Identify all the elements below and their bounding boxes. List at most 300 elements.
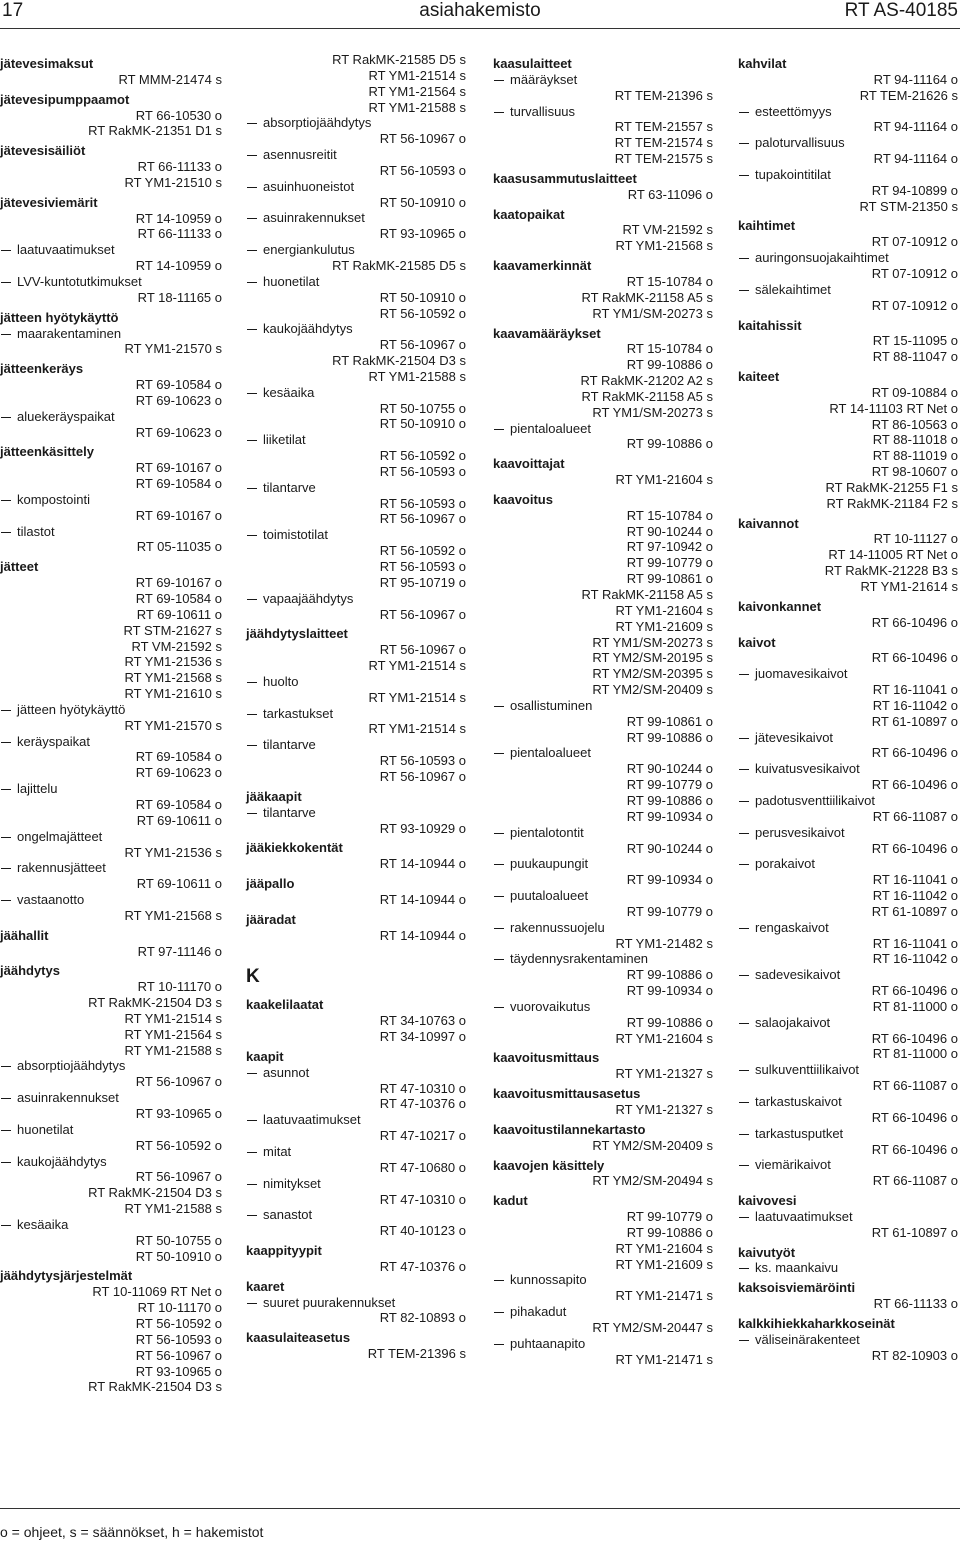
index-subterm: keräyspaikat (0, 734, 222, 750)
index-subterm: absorptiojäähdytys (0, 1058, 222, 1074)
index-reference: RT 56-10593 o (379, 463, 466, 479)
index-reference: RT 66-10496 o (871, 777, 958, 793)
index-subterm: puhtaanapito (493, 1336, 713, 1352)
index-reference: RT MMM-21474 s (118, 71, 222, 87)
index-subterm: asunnot (246, 1065, 466, 1081)
index-reference: RT 88-11018 o (872, 432, 958, 448)
index-reference: RT YM1-21610 s (124, 686, 222, 702)
index-reference: RT 56-10593 o (379, 162, 466, 178)
index-reference: RT TEM-21396 s (367, 1346, 466, 1362)
index-reference: RT 50-10755 o (379, 400, 466, 416)
index-reference: RT 99-10861 o (626, 571, 713, 587)
index-subterm: sanastot (246, 1207, 466, 1223)
index-subterm: väliseinärakenteet (738, 1332, 958, 1348)
index-subterm: sulkuventtiilikaivot (738, 1062, 958, 1078)
index-reference: RT 99-10886 o (626, 1014, 713, 1030)
index-reference: RT 66-10496 o (871, 1109, 958, 1125)
index-reference: RT 56-10967 o (379, 337, 466, 353)
index-reference: RT 94-11164 o (873, 71, 958, 87)
index-reference: RT RakMK-21504 D3 s (332, 353, 466, 369)
index-reference: RT 56-10593 o (379, 495, 466, 511)
index-subterm: tilantarve (246, 737, 466, 753)
index-reference: RT YM1-21570 s (124, 341, 222, 357)
index-term: kaivonkannet (738, 598, 822, 614)
index-reference: RT YM1-21471 s (615, 1351, 713, 1367)
index-reference: RT TEM-21557 s (614, 119, 713, 135)
index-reference: RT 15-10784 o (626, 341, 713, 357)
section-title: asiahakemisto (419, 0, 541, 21)
index-subterm: padotusventtiilikaivot (738, 793, 958, 809)
index-reference: RT YM2/SM-20409 s (592, 1137, 713, 1153)
index-reference: RT 86-10563 o (871, 416, 958, 432)
index-reference: RT YM1-21604 s (615, 1030, 713, 1046)
index-reference: RT RakMK-21158 A5 s (581, 587, 713, 602)
index-subterm: pientaloalueet (493, 421, 713, 437)
index-subterm: kesäaika (246, 385, 466, 401)
index-reference: RT YM1-21568 s (124, 670, 222, 686)
index-reference: RT 61-10897 o (871, 903, 958, 919)
index-reference: RT 66-10496 o (871, 650, 958, 666)
index-term: jätteet (0, 559, 39, 575)
index-reference: RT 50-10910 o (379, 416, 466, 432)
index-subterm: huonetilat (0, 1122, 222, 1138)
index-reference: RT YM1-21327 s (615, 1066, 713, 1082)
index-subterm: rakennusjätteet (0, 860, 222, 876)
index-subterm: perusvesikaivot (738, 825, 958, 841)
index-reference: RT 66-11133 o (873, 1296, 958, 1312)
index-term: jätteenkäsittely (0, 444, 94, 460)
index-term: kaavoitustilannekartasto (493, 1121, 646, 1137)
index-subterm: sadevesikaivot (738, 967, 958, 983)
index-reference: RT 99-10861 o (626, 713, 713, 729)
index-subterm: tarkastusputket (738, 1126, 958, 1142)
index-reference: RT YM1-21536 s (124, 654, 222, 670)
index-reference: RT 69-10623 o (135, 765, 222, 781)
index-term: kaiteet (738, 369, 780, 385)
index-reference: RT 99-10779 o (626, 1209, 713, 1225)
page-header (0, 0, 960, 30)
index-reference: RT 56-10592 o (135, 1137, 222, 1153)
index-reference: RT 94-11164 o (873, 151, 958, 167)
index-subterm: asuinrakennukset (246, 210, 466, 226)
index-reference: RT 93-10965 o (135, 1363, 222, 1379)
index-subterm: kaukojäähdytys (0, 1154, 222, 1170)
index-reference: RT YM1-21482 s (615, 935, 713, 951)
index-column-1 (0, 52, 222, 1395)
index-reference: RT 14-10959 o (135, 258, 222, 274)
index-reference: RT 47-10376 o (379, 1258, 466, 1274)
index-reference: RT YM1-21588 s (368, 99, 466, 115)
index-reference: RT RakMK-21504 D3 s (88, 1379, 222, 1395)
index-reference: RT YM1/SM-20273 s (592, 634, 713, 650)
index-reference: RT 88-11019 o (872, 448, 958, 464)
index-term: jäähdytyslaitteet (246, 626, 348, 642)
index-reference: RT 10-11170 o (137, 979, 222, 995)
index-reference: RT 99-10934 o (626, 872, 713, 888)
index-subterm: osallistuminen (493, 698, 713, 714)
index-reference: RT 93-10965 o (135, 1106, 222, 1121)
index-reference: RT 56-10592 o (379, 448, 466, 464)
index-reference: RT 14-10944 o (379, 856, 466, 872)
page-number: 17 (2, 0, 24, 21)
index-reference: RT YM1-21514 s (124, 1010, 222, 1026)
index-term: kaapit (246, 1048, 284, 1064)
index-subterm: salaojakaivot (738, 1015, 958, 1031)
index-subterm: pientalotontit (493, 825, 713, 841)
index-reference: RT 66-10496 o (871, 983, 958, 999)
index-reference: RT 14-11005 RT Net o (828, 547, 958, 563)
index-reference: RT RakMK-21184 F2 s (826, 495, 958, 511)
index-term: kaitahissit (738, 317, 802, 333)
index-subterm: kaukojäähdytys (246, 321, 466, 337)
index-reference: RT YM1-21514 s (368, 721, 466, 737)
index-term: jätteenkeräys (0, 361, 84, 377)
index-reference: RT 47-10310 o (379, 1080, 466, 1096)
index-reference: RT 56-10593 o (379, 559, 466, 574)
index-reference: RT 94-11164 o (873, 119, 958, 135)
index-subterm: vastaanotto (0, 892, 222, 908)
index-reference: RT 69-10167 o (135, 507, 222, 523)
index-reference: RT YM1-21614 s (860, 579, 958, 594)
index-term: kaivovesi (738, 1193, 797, 1209)
index-term: kaakelilaatat (246, 997, 324, 1013)
index-subterm: rakennussuojelu (493, 920, 713, 936)
index-reference: RT 97-10942 o (626, 539, 713, 555)
index-reference: RT 61-10897 o (871, 1224, 958, 1240)
index-subterm: laatuvaatimukset (0, 242, 222, 258)
index-reference: RT YM1-21609 s (615, 1256, 713, 1272)
index-reference: RT 56-10967 o (379, 131, 466, 147)
index-column-2 (246, 52, 466, 1362)
index-reference: RT 81-11000 o (872, 1046, 958, 1062)
index-reference: RT 07-10912 o (871, 297, 958, 313)
index-reference: RT 16-11042 o (872, 697, 958, 713)
index-reference: RT 09-10884 o (871, 384, 958, 400)
index-subterm: juomavesikaivot (738, 666, 958, 682)
index-subterm: liiketilat (246, 432, 466, 448)
index-reference: RT 50-10755 o (135, 1232, 222, 1248)
index-term: jätevesipumppaamot (0, 91, 130, 107)
index-reference: RT 47-10217 o (379, 1128, 466, 1144)
index-reference: RT 34-10997 o (379, 1029, 466, 1045)
index-term: jäähdytys (0, 963, 60, 979)
index-reference: RT RakMK-21351 D1 s (88, 123, 222, 139)
index-reference: RT 66-10496 o (871, 1030, 958, 1046)
index-term: jääradat (246, 911, 296, 927)
index-reference: RT 56-10592 o (379, 305, 466, 321)
index-reference: RT 99-10934 o (626, 983, 713, 999)
index-reference: RT 14-11103 RT Net o (829, 400, 958, 416)
index-subterm: ongelmajätteet (0, 829, 222, 845)
index-term: kaatopaikat (493, 206, 565, 222)
index-term: kaavoitusmittausasetus (493, 1086, 641, 1102)
index-reference: RT 69-10623 o (135, 424, 222, 440)
index-reference: RT STM-21350 s (859, 198, 958, 214)
index-subterm: auringonsuojakaihtimet (738, 250, 958, 266)
footer-divider (0, 1508, 960, 1509)
index-subterm: nimitykset (246, 1176, 466, 1192)
index-reference: RT 63-11096 o (627, 186, 713, 202)
index-reference: RT 34-10763 o (379, 1013, 466, 1029)
index-subterm: puutaloalueet (493, 888, 713, 904)
index-reference: RT YM1-21609 s (615, 618, 713, 634)
index-subterm: laatuvaatimukset (738, 1209, 958, 1225)
index-reference: RT 66-11133 o (137, 226, 222, 242)
index-term: jätevesiviemärit (0, 194, 98, 210)
index-term: jääpallo (246, 876, 295, 892)
index-reference: RT 69-10167 o (135, 460, 222, 476)
index-reference: RT RakMK-21504 D3 s (88, 995, 222, 1011)
index-reference: RT 14-10959 o (135, 210, 222, 226)
index-reference: RT 99-10886 o (626, 967, 713, 983)
index-reference: RT YM1-21536 s (124, 844, 222, 860)
index-term: jääkaapit (246, 788, 302, 804)
index-reference: RT 90-10244 o (626, 523, 713, 539)
index-reference: RT 66-10496 o (871, 1141, 958, 1157)
index-reference: RT 69-10611 o (136, 876, 222, 892)
index-reference: RT 90-10244 o (626, 840, 713, 856)
index-reference: RT YM1-21510 s (124, 174, 222, 190)
index-column-3 (493, 52, 713, 1368)
index-reference: RT 99-10779 o (626, 777, 713, 793)
index-term: kaavoitusmittaus (493, 1050, 600, 1066)
index-term: kaivutyöt (738, 1244, 796, 1260)
index-reference: RT RakMK-21158 A5 s (581, 289, 713, 305)
index-reference: RT 93-10965 o (379, 226, 466, 242)
index-reference: RT 82-10903 o (871, 1347, 958, 1363)
index-reference: RT 66-10496 o (871, 745, 958, 761)
index-reference: RT RakMK-21202 A2 s (580, 373, 713, 389)
index-reference: RT 56-10593 o (379, 753, 466, 769)
index-term: kaasulaiteasetus (246, 1330, 351, 1346)
index-reference: RT 66-10496 o (871, 840, 958, 856)
index-reference: RT 98-10607 o (871, 464, 958, 480)
index-term: kadut (493, 1193, 528, 1209)
header-divider (0, 28, 960, 29)
index-subterm: rengaskaivot (738, 920, 958, 936)
index-subterm: täydennysrakentaminen (493, 951, 713, 967)
index-subterm: pihakadut (493, 1304, 713, 1320)
index-reference: RT 69-10167 o (135, 575, 222, 591)
index-term: kaavoittajat (493, 456, 565, 472)
index-subterm: kunnossapito (493, 1272, 713, 1288)
index-subterm: tilastot (0, 524, 222, 540)
index-term: kaasusammutuslaitteet (493, 170, 637, 186)
index-subterm: asuinrakennukset (0, 1090, 222, 1106)
index-reference: RT YM1-21564 s (368, 83, 466, 99)
index-reference: RT YM2/SM-20195 s (592, 650, 713, 666)
index-subterm: viemärikaivot (738, 1157, 958, 1173)
index-term: jätevesisäiliöt (0, 143, 86, 159)
index-reference: RT 56-10592 o (135, 1315, 222, 1331)
index-reference: RT 66-11087 o (872, 808, 958, 824)
index-reference: RT 56-10967 o (135, 1347, 222, 1363)
index-reference: RT 07-10912 o (871, 234, 958, 250)
index-subterm: kuivatusvesikaivot (738, 761, 958, 777)
index-reference: RT 88-11047 o (872, 349, 958, 365)
index-reference: RT YM1-21568 s (615, 238, 713, 254)
index-subterm: esteettömyys (738, 104, 958, 120)
index-subterm: mitat (246, 1144, 466, 1160)
index-term: kalkkihiekkaharkkoseinät (738, 1315, 895, 1331)
index-reference: RT 94-10899 o (871, 182, 958, 198)
index-reference: RT YM1-21514 s (368, 658, 466, 674)
index-subterm: maarakentaminen (0, 326, 222, 342)
index-reference: RT 40-10123 o (379, 1223, 466, 1239)
index-reference: RT 69-10584 o (135, 591, 222, 606)
index-subterm: jätteen hyötykäyttö (0, 702, 222, 718)
index-term: kaaret (246, 1278, 285, 1294)
index-reference: RT 66-10530 o (135, 107, 222, 123)
index-subterm: huonetilat (246, 274, 466, 290)
index-reference: RT 81-11000 o (872, 998, 958, 1014)
index-reference: RT 66-11087 o (872, 1078, 958, 1094)
index-reference: RT 69-10623 o (135, 392, 222, 408)
index-reference: RT 56-10593 o (135, 1331, 222, 1347)
index-reference: RT 69-10584 o (135, 377, 222, 393)
index-reference: RT YM1-21588 s (368, 368, 466, 384)
index-reference: RT 99-10886 o (626, 436, 713, 452)
index-reference: RT 16-11041 o (872, 682, 958, 698)
index-subterm: sälekaihtimet (738, 282, 958, 298)
index-reference: RT RakMK-21585 D5 s (332, 257, 466, 273)
index-reference: RT 93-10929 o (379, 820, 466, 836)
index-term: kaappityypit (246, 1243, 322, 1259)
index-reference: RT 14-10944 o (379, 927, 466, 943)
index-term: kaksoisviemäröinti (738, 1280, 856, 1296)
index-subterm: tarkastuskaivot (738, 1094, 958, 1110)
index-term: kaavamerkinnät (493, 258, 592, 274)
index-reference: RT YM1-21568 s (124, 907, 222, 923)
index-term: kahvilat (738, 56, 787, 71)
index-subterm: asennusreitit (246, 147, 466, 163)
index-reference: RT 10-11127 o (873, 531, 958, 547)
index-reference: RT TEM-21574 s (614, 135, 713, 151)
index-subterm: aluekeräyspaikat (0, 409, 222, 425)
index-reference: RT YM1/SM-20273 s (592, 404, 713, 420)
index-reference: RT YM1-21588 s (124, 1201, 222, 1217)
index-reference: RT 15-10784 o (626, 507, 713, 523)
index-subterm: paloturvallisuus (738, 135, 958, 151)
index-subterm: huolto (246, 674, 466, 690)
index-reference: RT 47-10376 o (379, 1096, 466, 1112)
index-subterm: laatuvaatimukset (246, 1112, 466, 1128)
index-term: kaivannot (738, 515, 799, 531)
index-reference: RT TEM-21626 s (859, 87, 958, 103)
index-reference: RT 50-10910 o (379, 194, 466, 210)
index-reference: RT 07-10912 o (871, 265, 958, 281)
index-reference: RT 50-10910 o (379, 289, 466, 305)
abbreviation-legend: o = ohjeet, s = säännökset, h = hakemistot (0, 1524, 264, 1540)
index-reference: RT YM1-21514 s (368, 67, 466, 83)
index-reference: RT 66-10496 o (871, 614, 958, 630)
index-subterm: vapaajäähdytys (246, 591, 466, 607)
index-reference: RT 99-10779 o (626, 555, 713, 571)
index-reference: RT VM-21592 s (131, 638, 222, 654)
index-term: kaasulaitteet (493, 56, 572, 71)
index-reference: RT YM2/SM-20447 s (592, 1319, 713, 1335)
index-term: jäähdytysjärjestelmät (0, 1268, 133, 1284)
index-reference: RT YM1-21471 s (615, 1288, 713, 1304)
index-reference: RT TEM-21575 s (614, 151, 713, 167)
index-reference: RT YM2/SM-20494 s (592, 1173, 713, 1189)
index-reference: RT 99-10934 o (626, 808, 713, 824)
index-reference: RT 14-10944 o (379, 891, 466, 907)
index-term: kaavoitus (493, 491, 553, 507)
index-reference: RT 16-11042 o (872, 951, 958, 967)
index-subterm: turvallisuus (493, 104, 713, 120)
index-subterm: suuret puurakennukset (246, 1295, 466, 1311)
index-subterm: energiankulutus (246, 242, 466, 258)
index-column-4 (738, 52, 958, 1364)
index-reference: RT RakMK-21504 D3 s (88, 1185, 222, 1201)
index-reference: RT 10-11069 RT Net o (92, 1284, 222, 1300)
index-reference: RT 99-10886 o (626, 792, 713, 808)
index-reference: RT 99-10886 o (626, 357, 713, 373)
index-reference: RT 56-10967 o (379, 642, 466, 658)
index-term: jätteen hyötykäyttö (0, 309, 119, 325)
index-term: jäähallit (0, 927, 49, 943)
index-reference: RT VM-21592 s (622, 222, 713, 238)
index-reference: RT 47-10680 o (379, 1159, 466, 1175)
index-reference: RT 16-11041 o (872, 872, 958, 888)
index-reference: RT YM2/SM-20395 s (592, 666, 713, 682)
index-reference: RT 56-10967 o (135, 1074, 222, 1090)
index-subterm: tilantarve (246, 805, 466, 821)
index-reference: RT 99-10779 o (626, 903, 713, 919)
index-reference: RT 82-10893 o (379, 1310, 466, 1326)
index-subterm: ks. maankaivu (738, 1260, 958, 1276)
index-reference: RT 05-11035 o (136, 539, 222, 555)
index-subterm: absorptiojäähdytys (246, 115, 466, 131)
index-reference: RT 16-11041 o (872, 935, 958, 951)
index-reference: RT YM1-21604 s (615, 472, 713, 488)
index-reference: RT 15-11095 o (872, 333, 958, 349)
index-subterm: jätevesikaivot (738, 730, 958, 746)
index-subterm: kompostointi (0, 492, 222, 508)
index-reference: RT 66-11087 o (872, 1173, 958, 1189)
index-reference: RT RakMK-21585 D5 s (332, 52, 466, 67)
index-reference: RT 18-11165 o (137, 289, 222, 305)
index-reference: RT 10-11170 o (137, 1300, 222, 1316)
index-reference: RT 56-10967 o (379, 606, 466, 622)
index-reference: RT 50-10910 o (135, 1248, 222, 1264)
index-subterm: tarkastukset (246, 706, 466, 722)
index-reference: RT RakMK-21158 A5 s (581, 388, 713, 404)
index-reference: RT 56-10967 o (379, 511, 466, 527)
index-reference: RT 47-10310 o (379, 1191, 466, 1207)
index-subterm: LVV-kuntotutkimukset (0, 274, 222, 290)
index-reference: RT 16-11042 o (872, 888, 958, 904)
index-subterm: porakaivot (738, 856, 958, 872)
index-reference: RT YM1-21604 s (615, 602, 713, 618)
index-reference: RT YM1-21588 s (124, 1042, 222, 1058)
index-subterm: määräykset (493, 72, 713, 88)
index-reference: RT 69-10611 o (136, 812, 222, 828)
index-subterm: kesäaika (0, 1217, 222, 1233)
index-reference: RT 95-10719 o (379, 574, 466, 590)
index-reference: RT 69-10611 o (136, 606, 222, 622)
index-reference: RT 69-10584 o (135, 796, 222, 812)
index-reference: RT 66-11133 o (137, 159, 222, 175)
index-subterm: vuorovaikutus (493, 999, 713, 1015)
index-subterm: asuinhuoneistot (246, 179, 466, 195)
index-reference: RT TEM-21396 s (614, 87, 713, 103)
index-reference: RT 15-10784 o (626, 273, 713, 289)
index-reference: RT YM1-21564 s (124, 1026, 222, 1042)
index-reference: RT 61-10897 o (871, 713, 958, 729)
index-subterm: tilantarve (246, 480, 466, 496)
